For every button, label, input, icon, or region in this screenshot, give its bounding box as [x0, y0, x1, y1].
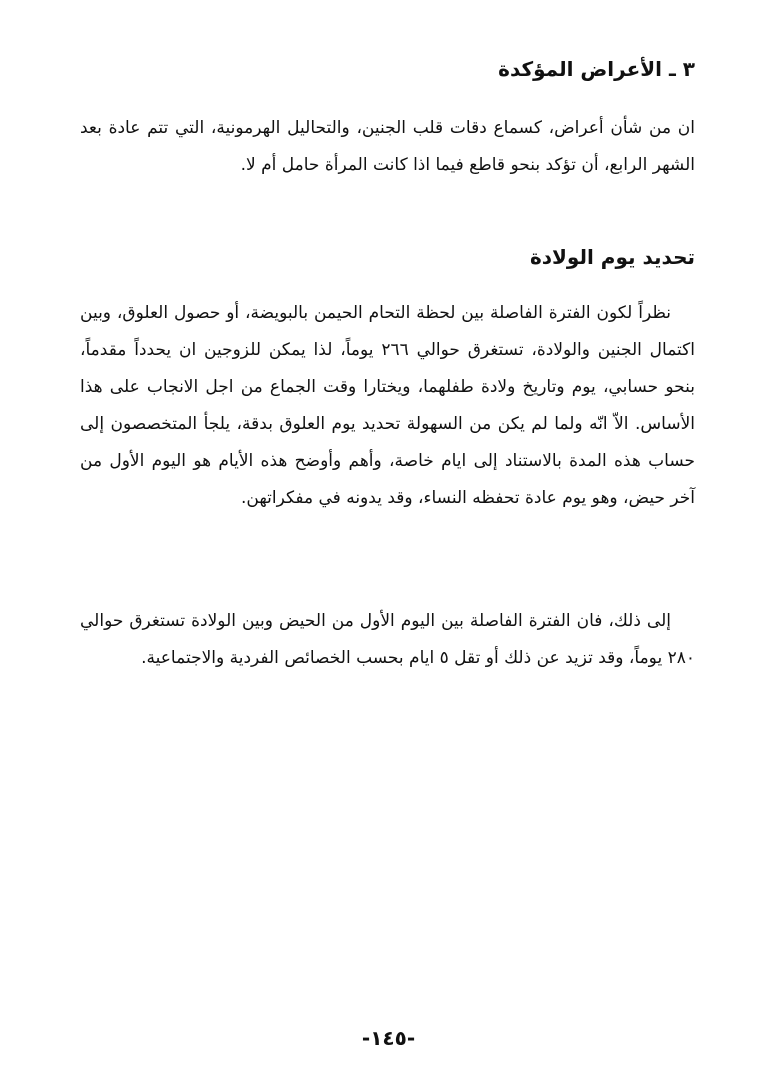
section-heading-due-date: تحديد يوم الولادة: [529, 245, 695, 269]
paragraph-confirmed-symptoms: ان من شأن أعراض، كسماع دقات قلب الجنين، والتحاليل الهرمونية، التي تتم عادة بعد الشهر الرابع، أن تؤكد بنحو قاطع فيما اذا كانت المرأة حامل أم لا.: [80, 118, 695, 175]
section-heading-confirmed-symptoms: ٣ ـ الأعراض المؤكدة: [498, 57, 695, 81]
paragraph-due-date-range: إلى ذلك، فان الفترة الفاصلة بين اليوم الأول من الحيض وبين الولادة تستغرق حوالي ٢٨٠ يوماً، وقد تزيد عن ذلك أو تقل ٥ ايام بحسب الخصائص الفردية والاجتماعية.: [80, 611, 695, 668]
page-number: -١٤٥-: [361, 1026, 416, 1050]
paragraph-due-date-calculation: نظراً لكون الفترة الفاصلة بين لحظة التحام الحيمن بالبويضة، أو حصول العلوق، وبين اكتمال الجنين والولادة، تستغرق حوالي ٢٦٦ يوماً، لذا يمكن للزوجين ان يحدداً مقدماً، بنحو حسابي، يوم وتاريخ ولادة طفلهما، ويختارا وقت الجماع من اجل الانجاب على هذا الأساس. الاّ انّه ولما لم يكن من السهولة تحديد يوم العلوق بدقة، يلجأ المتخصصون إلى حساب هذه المدة بالاستناد إلى ايام خاصة، وأهم وأوضح هذه الأيام هو اليوم الأول من آخر حيض، وهو يوم عادة تحفظه النساء، وقد يدونه في مفكراتهن.: [80, 303, 695, 508]
